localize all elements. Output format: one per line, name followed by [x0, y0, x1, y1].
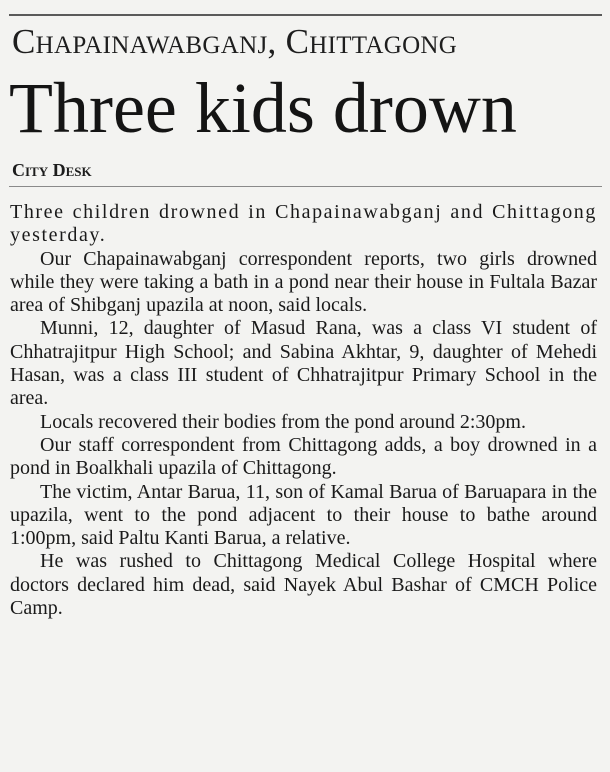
location-kicker: Chapainawabganj, Chittagong	[12, 22, 458, 61]
byline-rule	[9, 186, 602, 187]
paragraph: The victim, Antar Barua, 11, son of Kamal Barua of Baruapara in the upazila, went to the pond adjacent to their house to bathe around 1:00pm, said Paltu Kanti Barua, a relative.	[10, 480, 597, 550]
article-body	[10, 201, 597, 620]
paragraph: Munni, 12, daughter of Masud Rana, was a class VI student of Chhatrajitpur High School; and Sabina Akhtar, 9, daughter of Mehedi Hasan, was a class III student of Chhatrajitpur Primary School in the area.	[10, 317, 597, 410]
paragraph: Three children drowned in Chapainawabganj and Chittagong yesterday.	[10, 201, 597, 247]
byline: City Desk	[12, 160, 92, 180]
paragraph: Our Chapainawabganj correspondent reports, two girls drowned while they were taking a bath in a pond near their house in Fultala Bazar area of Shibganj upazila at noon, said locals.	[10, 247, 597, 317]
paragraph: Locals recovered their bodies from the pond around 2:30pm.	[40, 410, 526, 433]
paragraph: Our staff correspondent from Chittagong adds, a boy drowned in a pond in Boalkhali upazila of Chittagong.	[10, 433, 597, 480]
top-rule	[9, 14, 602, 16]
paragraph: He was rushed to Chittagong Medical College Hospital where doctors declared him dead, said Nayek Abul Bashar of CMCH Police Camp.	[10, 550, 597, 620]
headline: Three kids drown	[9, 68, 517, 148]
